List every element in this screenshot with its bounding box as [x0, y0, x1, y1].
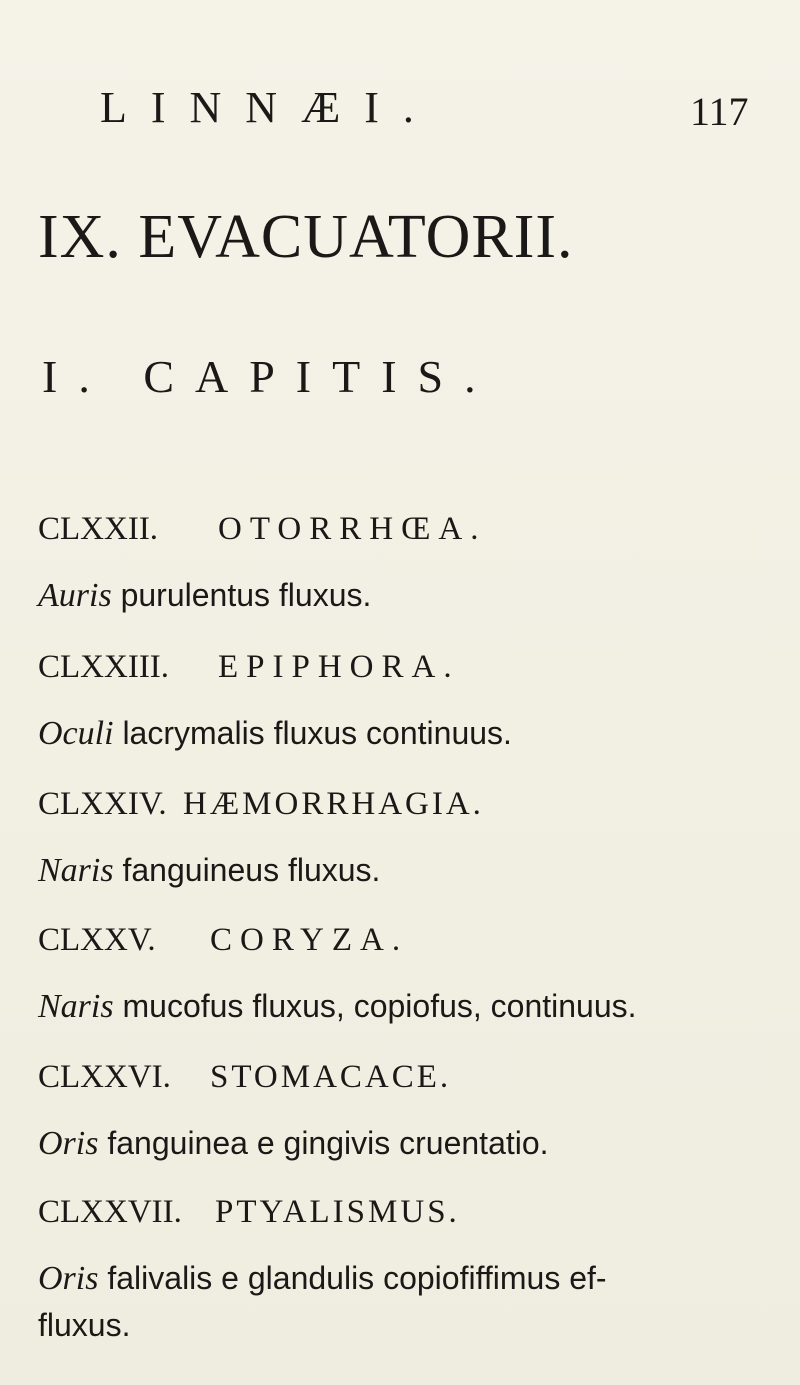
entry-heading — [38, 649, 460, 686]
entry-number: CLXXII. — [38, 511, 159, 547]
entry-description-lead: Oris — [38, 1125, 99, 1162]
entry-description — [38, 988, 637, 1026]
entry-name: STOMACACE. — [210, 1059, 452, 1095]
entry-description-continuation: fluxus. — [38, 1307, 131, 1343]
entry-heading — [38, 1194, 460, 1231]
entry-description-text: mucofus fluxus, copiofus, continuus. — [113, 988, 637, 1024]
entry-number: CLXXIV. — [38, 786, 167, 822]
entry-description — [38, 852, 380, 890]
entry-heading — [38, 786, 484, 823]
entry-description-text: falivalis e glandulis copiofiffimus ef- — [98, 1260, 607, 1296]
entry-description-lead: Oculi — [38, 715, 114, 752]
entry-name: EPIPHORA. — [218, 649, 460, 685]
entry-description-text: fanguinea e gingivis cruentatio. — [98, 1125, 549, 1161]
entry-description-text: purulentus fluxus. — [111, 577, 372, 613]
entry-number: CLXXVI. — [38, 1059, 171, 1095]
entry-description-lead: Auris — [38, 577, 112, 614]
entry-number: CLXXV. — [38, 922, 156, 958]
subsection-title: I. CAPITIS. — [42, 351, 497, 402]
entry-description-lead: Naris — [38, 988, 114, 1025]
entry-heading — [38, 1059, 451, 1096]
entry-description — [38, 1260, 607, 1298]
entry-description-lead: Oris — [38, 1260, 99, 1297]
entry-heading — [38, 511, 487, 548]
entry-description-text: lacrymalis fluxus continuus. — [113, 715, 512, 751]
entry-description-lead: Naris — [38, 852, 114, 889]
entry-name: PTYALISMUS. — [215, 1194, 460, 1230]
section-title: IX. EVACUATORII. — [38, 203, 574, 271]
entry-description — [38, 577, 371, 615]
entry-description — [38, 1125, 549, 1163]
entry-name: HÆMORRHAGIA. — [183, 786, 484, 822]
entry-heading — [38, 922, 408, 959]
entry-number: CLXXVII. — [38, 1194, 182, 1230]
running-title: LINNÆI. — [100, 83, 438, 132]
entry-number: CLXXIII. — [38, 649, 170, 685]
page-number: 117 — [690, 89, 749, 134]
entry-name: OTORRHŒA. — [218, 511, 487, 547]
entry-name: CORYZA. — [210, 922, 409, 958]
entry-description-text: fanguineus fluxus. — [113, 852, 381, 888]
entry-description — [38, 715, 512, 753]
